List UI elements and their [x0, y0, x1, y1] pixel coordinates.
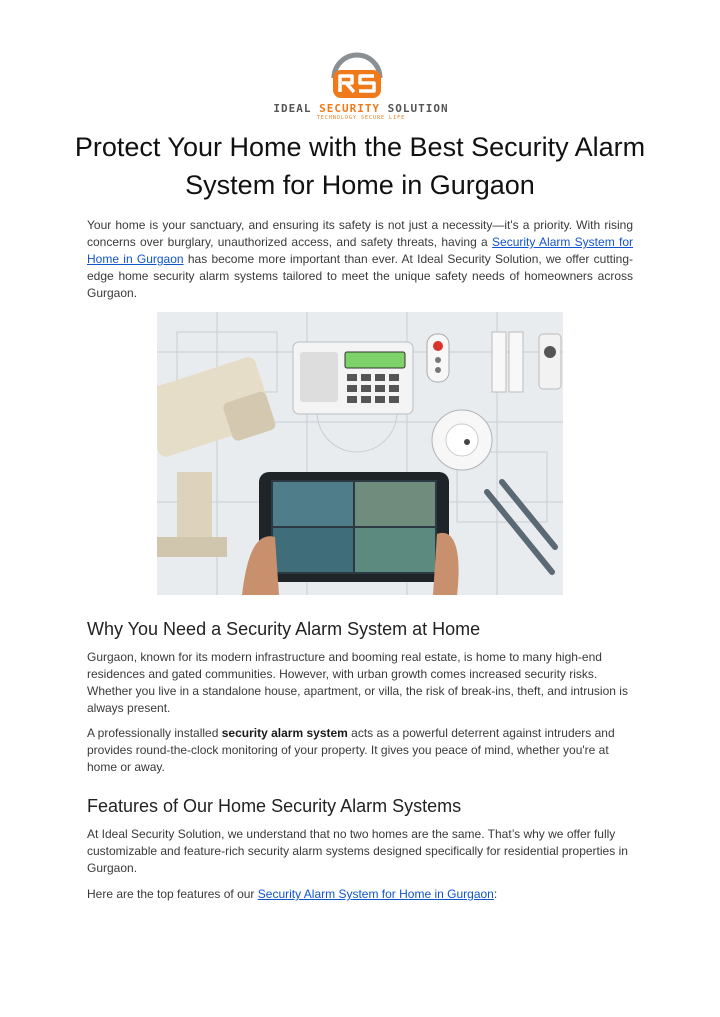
security-devices-image — [157, 312, 563, 595]
why-paragraph-2: A professionally installed security alarm system acts as a powerful deterrent against intruders and provides round-the-clock monitoring of your property. It gives you peace of mind, whether you're at home or away. — [87, 726, 615, 774]
intro-paragraph: Your home is your sanctuary, and ensuring its safety is not just a necessity—it's a priority. With rising concerns over burglary, unauthorized access, and safety threats, having a Security Alarm System for Home in Gurgaon has become more important than ever. At Ideal Security Solution, we offer cutting-edge home security alarm systems tailored to meet the unique safety needs of homeowners across Gurgaon. — [87, 218, 634, 300]
features-alarm-link[interactable]: Security Alarm System for Home in Gurgaon — [257, 887, 494, 901]
logo-tagline: TECHNOLOGY SECURE LIFE — [316, 115, 406, 121]
logo-mark-icon — [322, 48, 392, 100]
features-paragraph-1: At Ideal Security Solution, we understand that no two homes are the same. That’s why we offer fully customizable and feature-rich security alarm systems designed specifically for residential properties in Gurgaon. — [87, 827, 628, 875]
why-heading: Why You Need a Security Alarm System at Home — [87, 619, 481, 639]
security-alarm-bold: security alarm system — [221, 726, 348, 740]
company-logo — [258, 48, 464, 124]
logo-company-name: IDEAL SECURITY SOLUTION — [273, 102, 449, 115]
why-paragraph-1: Gurgaon, known for its modern infrastructure and booming real estate, is home to many high-end residences and gated communities. However, with urban growth comes increased security risks. Whether you live in a standalone house, apartment, or villa, the risk of break-ins, theft, and intrusion is always present. — [87, 650, 628, 715]
features-paragraph-2: Here are the top features of our Security Alarm System for Home in Gurgaon: — [87, 887, 498, 901]
security-alarm-link[interactable]: Security Alarm System for Home in Gurgaon — [87, 235, 633, 266]
features-heading: Features of Our Home Security Alarm Systems — [87, 796, 462, 816]
page-title: Protect Your Home with the Best Security Alarm System for Home in Gurgaon — [74, 132, 646, 200]
